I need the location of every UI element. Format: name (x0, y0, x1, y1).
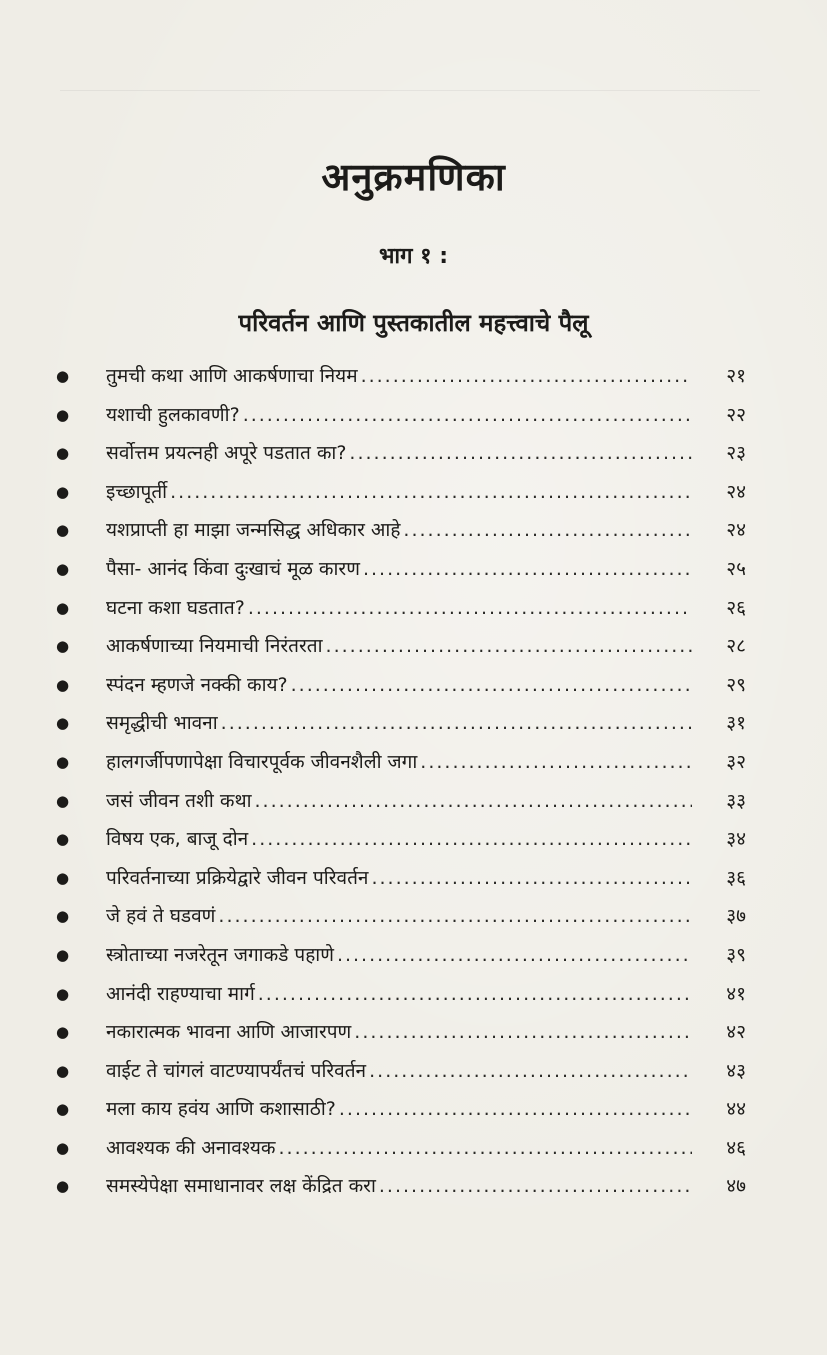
toc-entry (56, 1134, 746, 1173)
bullet-icon: ● (56, 1023, 70, 1042)
bullet-icon: ● (56, 907, 70, 926)
toc-entry-page-number: २४ (726, 480, 746, 503)
toc-entry (56, 709, 746, 748)
bullet-icon: ● (56, 984, 70, 1003)
toc-entry-page-number: २१ (726, 365, 746, 387)
toc-entry-page-number: २३ (726, 442, 746, 465)
toc-entry-page-number: ३३ (726, 789, 746, 812)
toc-entry-page-number: २६ (726, 596, 746, 619)
dot-leader (420, 751, 692, 773)
bullet-icon: ● (56, 559, 70, 578)
toc-entry-title: घटना कशा घडतात? (106, 596, 245, 619)
dot-leader (339, 1098, 692, 1120)
toc-entry (56, 980, 746, 1019)
toc-entry-page-number: ३७ (726, 905, 746, 928)
bullet-icon: ● (56, 637, 70, 656)
bullet-icon: ● (56, 1100, 70, 1119)
toc-entry (56, 825, 746, 864)
toc-entry (56, 1018, 746, 1057)
toc-entry-title: सर्वोत्तम प्रयत्नही अपूरे पडतात का? (106, 442, 347, 465)
dot-leader (326, 635, 692, 657)
toc-entry-title: आकर्षणाच्या नियमाची निरंतरता (106, 635, 323, 658)
dot-leader (363, 558, 692, 580)
dot-leader (170, 481, 692, 503)
toc-entry (56, 941, 746, 980)
toc-entry-page-number: २८ (726, 635, 746, 658)
dot-leader (248, 597, 692, 619)
toc-entry-title: जसं जीवन तशी कथा (106, 789, 252, 812)
toc-entry-page-number: ३६ (726, 866, 746, 889)
toc-entry (56, 362, 746, 401)
bullet-icon: ● (56, 1177, 70, 1196)
bullet-icon: ● (56, 521, 70, 540)
toc-entry-title: समस्येपेक्षा समाधानावर लक्ष केंद्रित करा (106, 1175, 376, 1198)
dot-leader (255, 790, 692, 812)
toc-entry-title: आनंदी राहण्याचा मार्ग (106, 982, 255, 1005)
toc-entry (56, 516, 746, 555)
toc-entry (56, 671, 746, 710)
bullet-icon: ● (56, 444, 70, 463)
toc-entry-page-number: ४२ (726, 1021, 746, 1044)
toc-entry-title: हालगर्जीपणापेक्षा विचारपूर्वक जीवनशैली जगा (106, 750, 418, 773)
dot-leader (291, 674, 692, 696)
toc-entry-title: समृद्धीची भावना (106, 712, 218, 735)
toc-entry-page-number: २२ (726, 403, 746, 426)
toc-entry (56, 1172, 746, 1211)
toc-entry-page-number: ४१ (726, 982, 746, 1005)
toc-entry-title: स्पंदन म्हणजे नक्की काय? (106, 673, 288, 696)
toc-entry (56, 1095, 746, 1134)
bullet-icon: ● (56, 482, 70, 501)
toc-entry-page-number: ४४ (726, 1098, 746, 1121)
bullet-icon: ● (56, 714, 70, 733)
toc-entry-title: पैसा- आनंद किंवा दुःखाचं मूळ कारण (106, 557, 360, 580)
bullet-icon: ● (56, 598, 70, 617)
toc-entry (56, 632, 746, 671)
toc-entry-title: विषय एक, बाजू दोन (106, 828, 249, 851)
toc-entry-title: नकारात्मक भावना आणि आजारपण (106, 1021, 352, 1044)
toc-entry-page-number: ३२ (726, 750, 746, 773)
toc-entry (56, 902, 746, 941)
bullet-icon: ● (56, 868, 70, 887)
dot-leader (218, 905, 692, 927)
page-title: अनुक्रमणिका (321, 155, 506, 199)
dot-leader (379, 1175, 692, 1197)
bullet-icon: ● (56, 1138, 70, 1157)
dot-leader (369, 1060, 692, 1082)
dot-leader (403, 519, 692, 541)
bullet-icon: ● (56, 367, 70, 385)
toc-entry-page-number: २९ (726, 673, 746, 696)
toc-entry (56, 748, 746, 787)
toc-entry-page-number: २४ (726, 519, 746, 542)
bullet-icon: ● (56, 791, 70, 810)
toc-entry-title: स्त्रोताच्या नजरेतून जगाकडे पहाणे (106, 943, 334, 966)
toc-entry-title: मला काय हवंय आणि कशासाठी? (106, 1098, 336, 1121)
dot-leader (361, 365, 692, 387)
table-of-contents (56, 362, 746, 1211)
toc-entry-title: परिवर्तनाच्या प्रक्रियेद्वारे जीवन परिवर्तन (106, 866, 369, 889)
toc-entry-title: आवश्यक की अनावश्यक (106, 1136, 276, 1159)
toc-entry (56, 594, 746, 633)
toc-entry-title: यशप्राप्ती हा माझा जन्मसिद्ध अधिकार आहे (106, 519, 401, 542)
toc-entry-title: इच्छापूर्ती (106, 480, 168, 503)
toc-entry (56, 401, 746, 440)
dot-leader (354, 1021, 692, 1043)
toc-entry (56, 1057, 746, 1096)
part-subtitle: परिवर्तन आणि पुस्तकातील महत्त्वाचे पैलू (238, 309, 589, 337)
bullet-icon: ● (56, 1061, 70, 1080)
bullet-icon: ● (56, 675, 70, 694)
toc-entry (56, 787, 746, 826)
dot-leader (279, 1137, 693, 1159)
toc-entry-page-number: ४६ (726, 1136, 746, 1159)
bullet-icon: ● (56, 945, 70, 964)
toc-entry (56, 439, 746, 478)
toc-entry-title: वाईट ते चांगलं वाटण्यापर्यंतचं परिवर्तन (106, 1059, 367, 1082)
bullet-icon: ● (56, 405, 70, 424)
dot-leader (349, 442, 692, 464)
dot-leader (258, 983, 692, 1005)
toc-entry (56, 555, 746, 594)
toc-entry-page-number: ३१ (726, 712, 746, 735)
bullet-icon: ● (56, 830, 70, 849)
dot-leader (371, 867, 692, 889)
show-through-rule (60, 90, 760, 91)
toc-entry-title: यशाची हुलकावणी? (106, 403, 240, 426)
part-heading: भाग १ : (378, 244, 449, 269)
toc-entry (56, 478, 746, 517)
dot-leader (337, 944, 692, 966)
dot-leader (221, 712, 692, 734)
toc-entry-page-number: २५ (726, 557, 746, 580)
dot-leader (251, 828, 692, 850)
toc-entry-page-number: ३४ (726, 828, 746, 851)
toc-entry (56, 864, 746, 903)
dot-leader (243, 404, 692, 426)
toc-entry-page-number: ४३ (726, 1059, 746, 1082)
toc-entry-title: तुमची कथा आणि आकर्षणाचा नियम (106, 365, 358, 387)
bullet-icon: ● (56, 752, 70, 771)
toc-entry-title: जे हवं ते घडवणं (106, 905, 216, 928)
toc-entry-page-number: ३९ (726, 943, 746, 966)
toc-entry-page-number: ४७ (726, 1175, 746, 1198)
